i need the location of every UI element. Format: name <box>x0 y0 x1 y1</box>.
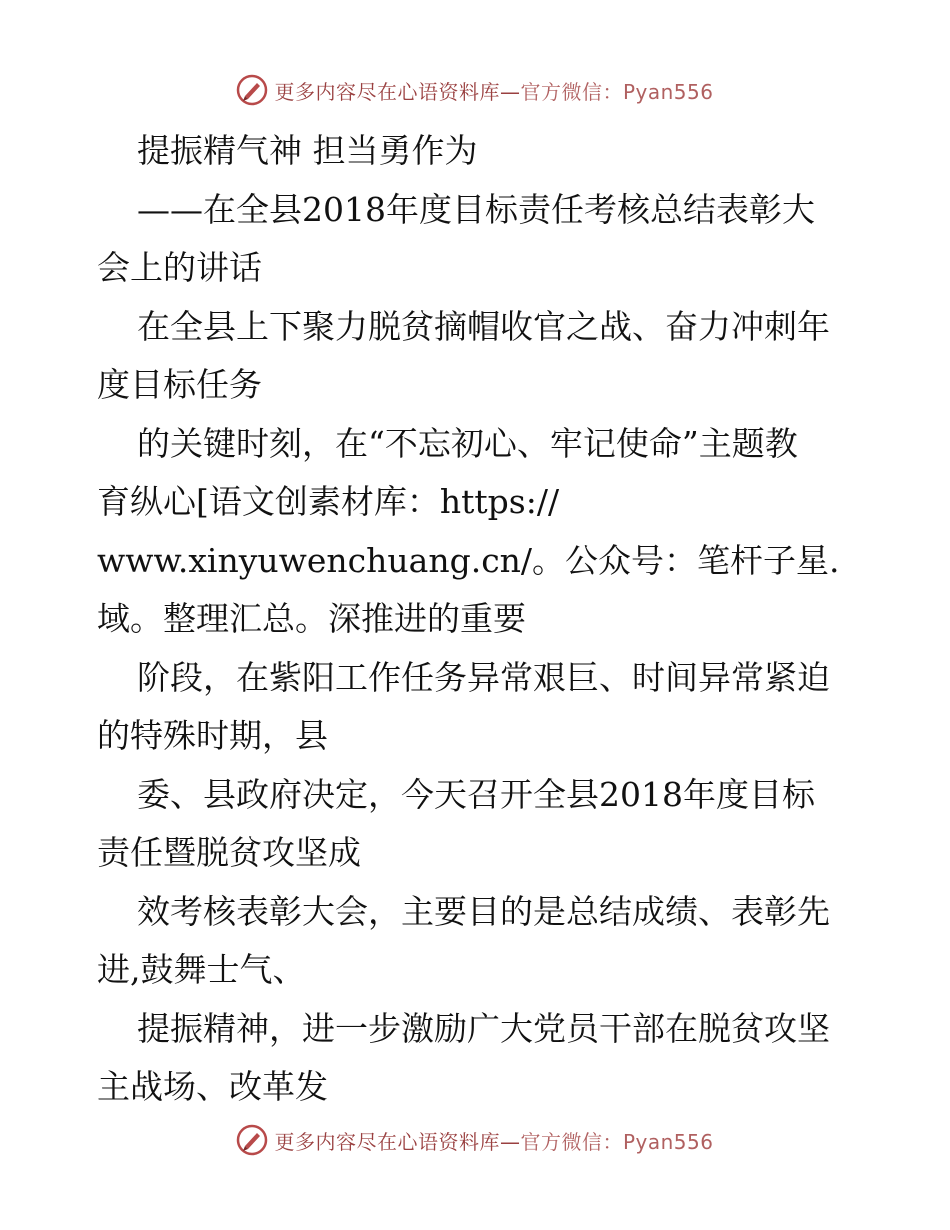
text-line: 度目标任务 <box>97 365 262 404</box>
text-line: 进,鼓舞士气、 <box>97 950 306 989</box>
header-banner <box>0 72 950 108</box>
text-line: 阶段，在紫阳工作任务异常艰巨、时间异常紧迫 <box>137 657 830 697</box>
document-body <box>97 122 867 1117</box>
text-line: 提振精神，进一步激励广大党员干部在脱贫攻坚 <box>137 1008 830 1048</box>
text-line: 主战场、改革发 <box>97 1067 328 1106</box>
text-line: 委、县政府决定，今天召开全县2018年度目标 <box>137 774 815 814</box>
pen-logo-icon <box>236 74 268 106</box>
banner-contact: 官方微信：Pyan556 <box>520 1129 714 1154</box>
text-line: 的特殊时期，县 <box>97 716 328 755</box>
text-line: 责任暨脱贫攻坚成 <box>97 833 361 872</box>
text-line: 会上的讲话 <box>97 248 262 287</box>
text-line: 域。整理汇总。深推进的重要 <box>97 599 526 638</box>
banner-contact: 官方微信：Pyan556 <box>520 79 714 104</box>
pen-logo-icon <box>236 1124 268 1156</box>
document-subtitle: ——在全县2018年度目标责任考核总结表彰大 <box>137 189 815 229</box>
footer-banner <box>0 1122 950 1158</box>
text-line: 效考核表彰大会，主要目的是总结成绩、表彰先 <box>137 891 830 931</box>
banner-text: 更多内容尽在心语资料库— <box>274 1129 521 1154</box>
banner-text: 更多内容尽在心语资料库— <box>274 79 521 104</box>
text-line: 在全县上下聚力脱贫摘帽收官之战、奋力冲刺年 <box>137 306 830 346</box>
text-line: 的关键时刻，在“不忘初心、牢记使命”主题教 <box>137 423 798 463</box>
text-line: 育纵心[语文创素材库：https:// <box>97 482 560 521</box>
document-title: 提振精气神 担当勇作为 <box>137 131 478 170</box>
text-line: www.xinyuwenchuang.cn/。公众号：笔杆子星. <box>97 540 840 580</box>
